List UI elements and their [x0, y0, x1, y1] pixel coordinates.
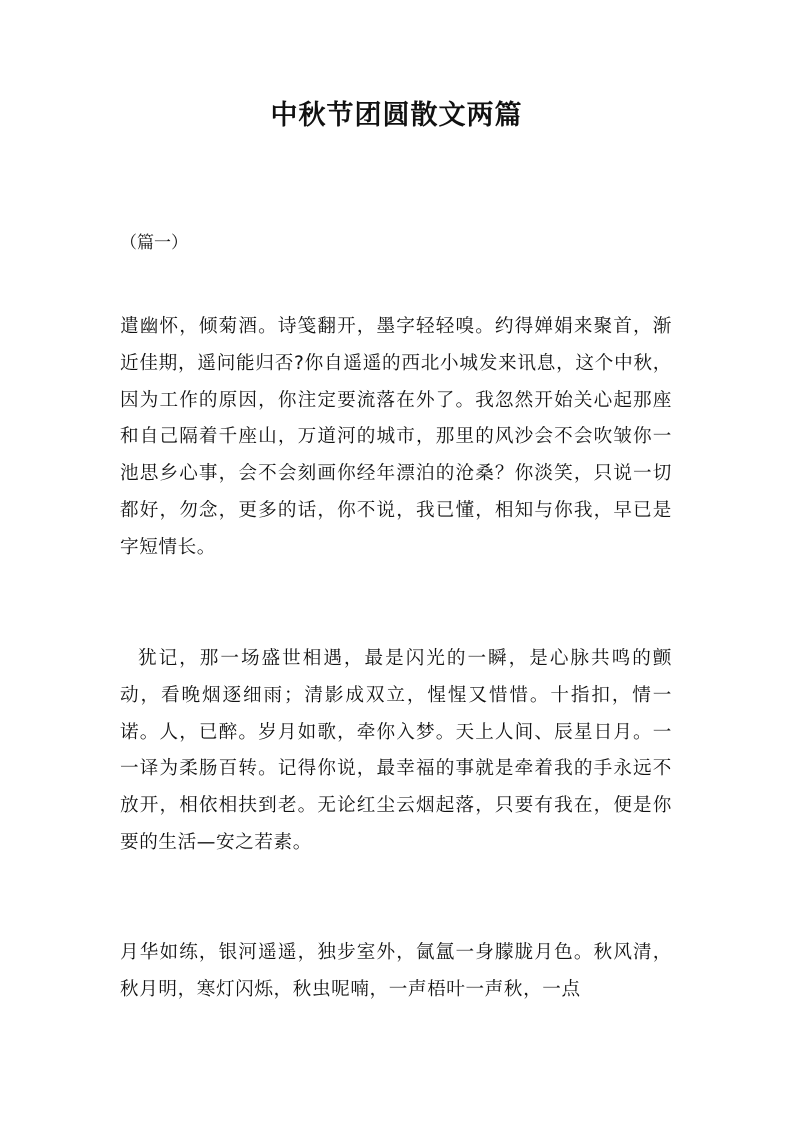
- paragraph-1: 遣幽怀，倾菊酒。诗笺翻开，墨字轻轻嗅。约得婵娟来聚首，渐近佳期，遥问能归否?你自遥遥的西北小城发来讯息，这个中秋，因为工作的原因，你注定要流落在外了。我忽然开始关心起那座和自己隔着千座山，万道河的城市，那里的风沙会不会吹皱你一池思乡心事，会不会刻画你经年漂泊的沧桑？你淡笑，只说一切都好，勿念，更多的话，你不说，我已懂，相知与你我，早已是字短情长。: [120, 316, 672, 558]
- section-label: （篇一）: [120, 233, 188, 253]
- document-title: 中秋节团圆散文两篇: [270, 100, 523, 131]
- paragraph-2: 犹记，那一场盛世相遇，最是闪光的一瞬，是心脉共鸣的颤动，看晚烟逐细雨；清影成双立，惺惺又惜惜。十指扣，情一诺。人，已醉。岁月如歌，牵你入梦。天上人间、辰星日月。一一译为柔肠百转。记得你说，最幸福的事就是牵着我的手永远不放开，相依相扶到老。无论红尘云烟起落，只要有我在，便是你要的生活—安之若素。: [120, 648, 672, 853]
- paragraph-3: 月华如练，银河遥遥，独步室外，氤氲一身朦胧月色。秋风清，秋月明，寒灯闪烁，秋虫呢喃，一声梧叶一声秋，一点: [120, 942, 672, 1000]
